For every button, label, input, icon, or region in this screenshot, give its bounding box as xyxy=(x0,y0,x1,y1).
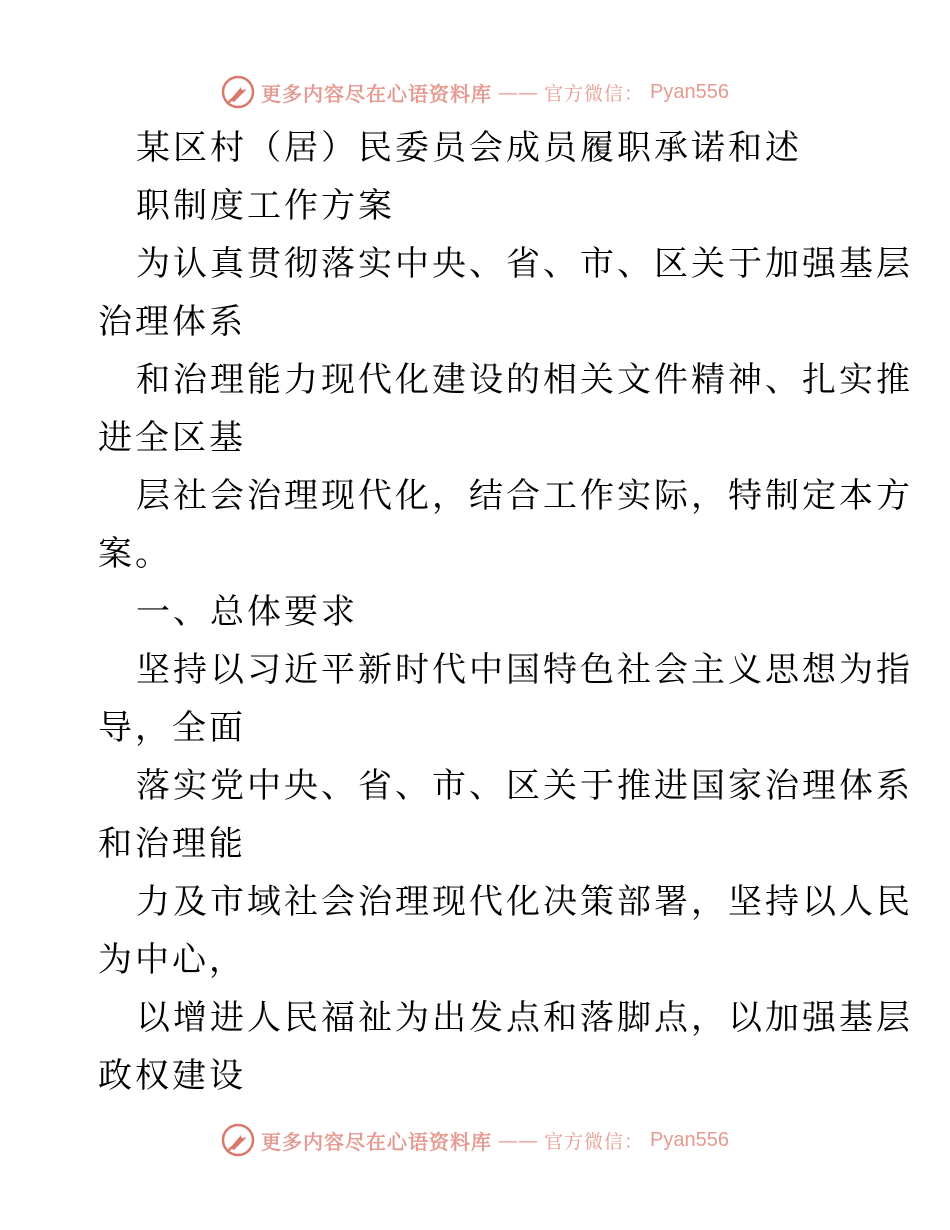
watermark-separator: —— xyxy=(498,80,538,104)
paragraph-line: 案。 xyxy=(98,534,172,574)
watermark-account: Pyan556 xyxy=(650,80,729,103)
paragraph-line: 政权建设 xyxy=(98,1056,246,1096)
watermark-account: Pyan556 xyxy=(650,1128,729,1151)
watermark-wechat-label: 官方微信： xyxy=(544,82,645,105)
paragraph-line: 落实党中央、省、市、区关于推进国家治理体系 xyxy=(136,766,913,806)
watermark-wechat-label: 官方微信： xyxy=(544,1130,645,1153)
watermark-brand: 更多内容尽在心语资料库 xyxy=(261,81,492,106)
paragraph-line: 力及市域社会治理现代化决策部署，坚持以人民 xyxy=(136,882,913,922)
paragraph-line: 坚持以习近平新时代中国特色社会主义思想为指 xyxy=(136,650,913,690)
pen-nib-logo-icon xyxy=(221,1123,255,1157)
paragraph-line: 导，全面 xyxy=(98,708,246,748)
paragraph-line: 以增进人民福祉为出发点和落脚点，以加强基层 xyxy=(136,998,913,1038)
paragraph-line: 为认真贯彻落实中央、省、市、区关于加强基层 xyxy=(136,244,913,284)
paragraph-line: 和治理能力现代化建设的相关文件精神、扎实推 xyxy=(136,360,913,400)
paragraph-line: 为中心， xyxy=(98,940,246,980)
document-title-line-2: 职制度工作方案 xyxy=(136,186,395,226)
watermark-brand: 更多内容尽在心语资料库 xyxy=(261,1129,492,1154)
document-title-line-1: 某区村（居）民委员会成员履职承诺和述 xyxy=(136,128,802,168)
section-heading: 一、总体要求 xyxy=(136,592,358,632)
pen-nib-logo-icon xyxy=(221,75,255,109)
header-watermark xyxy=(0,72,950,112)
paragraph-line: 层社会治理现代化，结合工作实际，特制定本方 xyxy=(136,476,913,516)
paragraph-line: 治理体系 xyxy=(98,302,246,342)
paragraph-line: 进全区基 xyxy=(98,418,246,458)
watermark-separator: —— xyxy=(498,1128,538,1152)
footer-watermark xyxy=(0,1120,950,1160)
document-body xyxy=(98,119,913,1105)
paragraph-line: 和治理能 xyxy=(98,824,246,864)
